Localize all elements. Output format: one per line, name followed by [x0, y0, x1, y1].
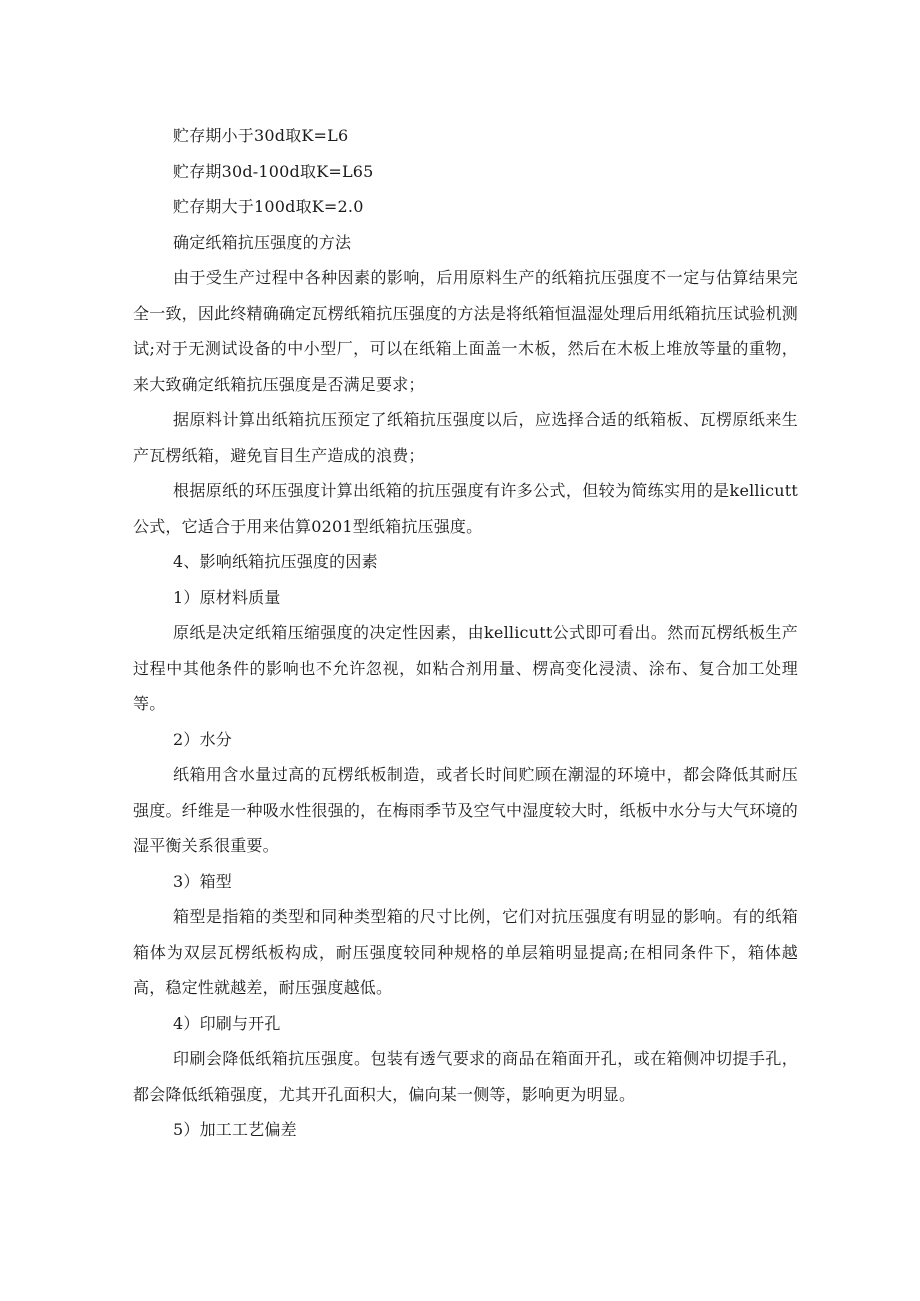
paragraph-storage-over-100d: 贮存期大于100d取K=2.0 [173, 197, 364, 216]
paragraph-material-choice: 据原料计算出纸箱抗压预定了纸箱抗压强度以后，应选择合适的纸箱板、瓦楞原纸来生产瓦楞纸箱，避免盲目生产造成的浪费； [133, 410, 798, 465]
subheading-processing-deviation: 5）加工工艺偏差 [173, 1120, 297, 1139]
paragraph-box-type: 箱型是指箱的类型和同种类型箱的尺寸比例，它们对抗压强度有明显的影响。有的纸箱箱体为双层瓦楞纸板构成，耐压强度较同种规格的单层箱明显提高;在相同条件下，箱体越高，稳定性就越差，耐压强度越低。 [133, 907, 798, 997]
subheading-moisture: 2）水分 [173, 729, 232, 749]
heading-method: 确定纸箱抗压强度的方法 [173, 232, 352, 252]
subheading-printing-holes: 4）印刷与开孔 [173, 1013, 281, 1033]
subheading-box-type: 3）箱型 [173, 871, 232, 891]
paragraph-raw-material: 原纸是决定纸箱压缩强度的决定性因素，由kellicutt公式即可看出。然而瓦楞纸板生产过程中其他条件的影响也不允许忽视，如粘合剂用量、楞高变化浸渍、涂布、复合加工处理等。 [133, 623, 798, 713]
heading-factors: 4、影响纸箱抗压强度的因素 [173, 552, 378, 571]
paragraph-method-body: 由于受生产过程中各种因素的影响，后用原料生产的纸箱抗压强度不一定与估算结果完全一致，因此终精确确定瓦楞纸箱抗压强度的方法是将纸箱恒温湿处理后用纸箱抗压试验机测试;对于无测试设备的中小型厂，可以在纸箱上面盖一木板，然后在木板上堆放等量的重物，来大致确定纸箱抗压强度是否满足要求； [133, 268, 798, 394]
paragraph-moisture: 纸箱用含水量过高的瓦楞纸板制造，或者长时间贮顾在潮湿的环境中，都会降低其耐压强度。纤维是一种吸水性很强的，在梅雨季节及空气中湿度较大时，纸板中水分与大气环境的湿平衡关系很重要。 [133, 765, 798, 855]
document-body [133, 118, 798, 1148]
paragraph-storage-30-100d: 贮存期30d-100d取K=L65 [173, 161, 374, 181]
paragraph-printing-holes: 印刷会降低纸箱抗压强度。包装有透气要求的商品在箱面开孔，或在箱侧冲切提手孔，都会降低纸箱强度，尤其开孔面积大，偏向某一侧等，影响更为明显。 [133, 1049, 798, 1104]
paragraph-kellicutt: 根据原纸的环压强度计算出纸箱的抗压强度有许多公式，但较为简练实用的是kellicutt公式，它适合于用来估算0201型纸箱抗压强度。 [133, 481, 798, 536]
paragraph-storage-under-30d: 贮存期小于30d取K=L6 [173, 126, 349, 145]
subheading-raw-material: 1）原材料质量 [173, 587, 281, 607]
